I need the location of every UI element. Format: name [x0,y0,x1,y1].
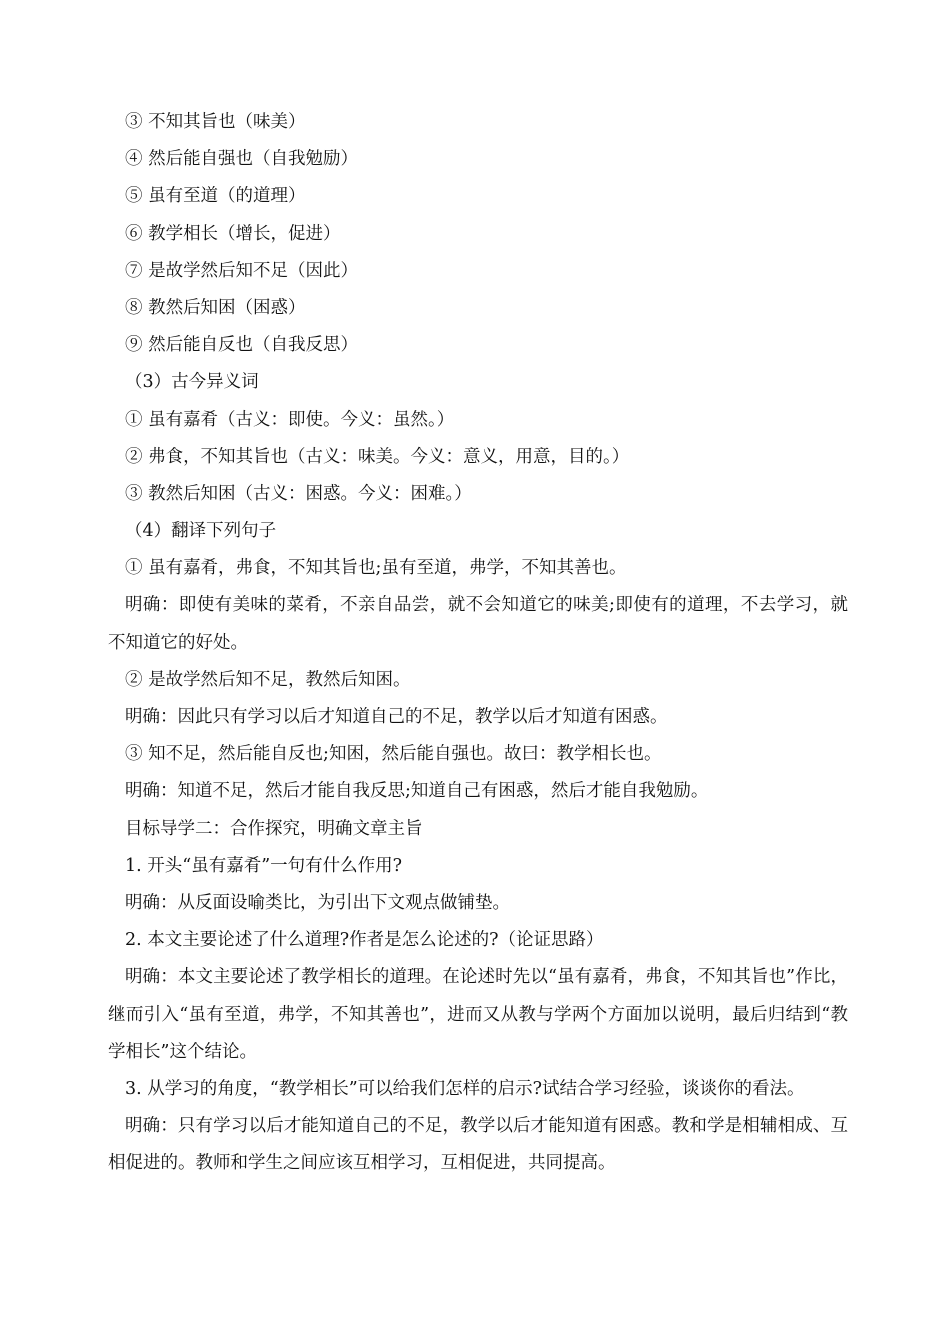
vocab-item: ⑧ 教然后知困（困惑） [125,297,306,318]
vocab-item: ⑤ 虽有至道（的道理） [125,186,306,207]
vocab-item: ④ 然后能自强也（自我勉励） [125,149,359,170]
vocab-item: ⑨ 然后能自反也（自我反思） [125,335,359,356]
goal-heading: 目标导学二：合作探究，明确文章主旨 [125,818,423,839]
translation-answer: 明确：因此只有学习以后才知道自己的不足，教学以后才知道有困惑。 [125,707,668,728]
vocab-item: ⑦ 是故学然后知不足（因此） [125,260,359,281]
translation-answer: 明确：即使有美味的菜肴，不亲自品尝，就不会知道它的味美;即使有的道理，不去学习，就不知道它的好处。 [108,595,848,653]
section-heading: （4）翻译下列句子 [125,521,277,542]
word-meaning-item: ① 虽有嘉肴（古义：即使。今义：虽然。） [125,409,455,430]
section-heading: （3）古今异义词 [125,372,259,393]
word-meaning-item: ② 弗食，不知其旨也（古义：味美。今义：意义，用意，目的。） [125,446,630,467]
discussion-answer: 明确：本文主要论述了教学相长的道理。在论述时先以“虽有嘉肴，弗食，不知其旨也”作比，继而引入“虽有至道，弗学，不知其善也”，进而又从教与学两个方面加以说明，最后归结到“教学相长”这个结论。 [108,967,848,1062]
document-body [108,104,848,1183]
translation-question: ③ 知不足，然后能自反也;知困，然后能自强也。故曰：教学相长也。 [125,744,662,765]
discussion-question: 1. 开头“虽有嘉肴”一句有什么作用? [125,855,403,876]
discussion-answer: 明确：从反面设喻类比，为引出下文观点做铺垫。 [125,892,510,913]
vocab-item: ⑥ 教学相长（增长，促进） [125,223,341,244]
translation-question: ② 是故学然后知不足，教然后知困。 [125,669,411,690]
discussion-question: 2. 本文主要论述了什么道理?作者是怎么论述的?（论证思路） [125,930,604,951]
discussion-question: 3. 从学习的角度，“教学相长”可以给我们怎样的启示?试结合学习经验，谈谈你的看法。 [125,1078,805,1099]
discussion-answer: 明确：只有学习以后才能知道自己的不足，教学以后才能知道有困惑。教和学是相辅相成、互相促进的。教师和学生之间应该互相学习，互相促进，共同提高。 [108,1116,848,1174]
translation-answer: 明确：知道不足，然后才能自我反思;知道自己有困惑，然后才能自我勉励。 [125,781,709,802]
translation-question: ① 虽有嘉肴，弗食，不知其旨也;虽有至道，弗学，不知其善也。 [125,558,627,579]
word-meaning-item: ③ 教然后知困（古义：困惑。今义：困难。） [125,483,472,504]
vocab-item: ③ 不知其旨也（味美） [125,112,306,132]
